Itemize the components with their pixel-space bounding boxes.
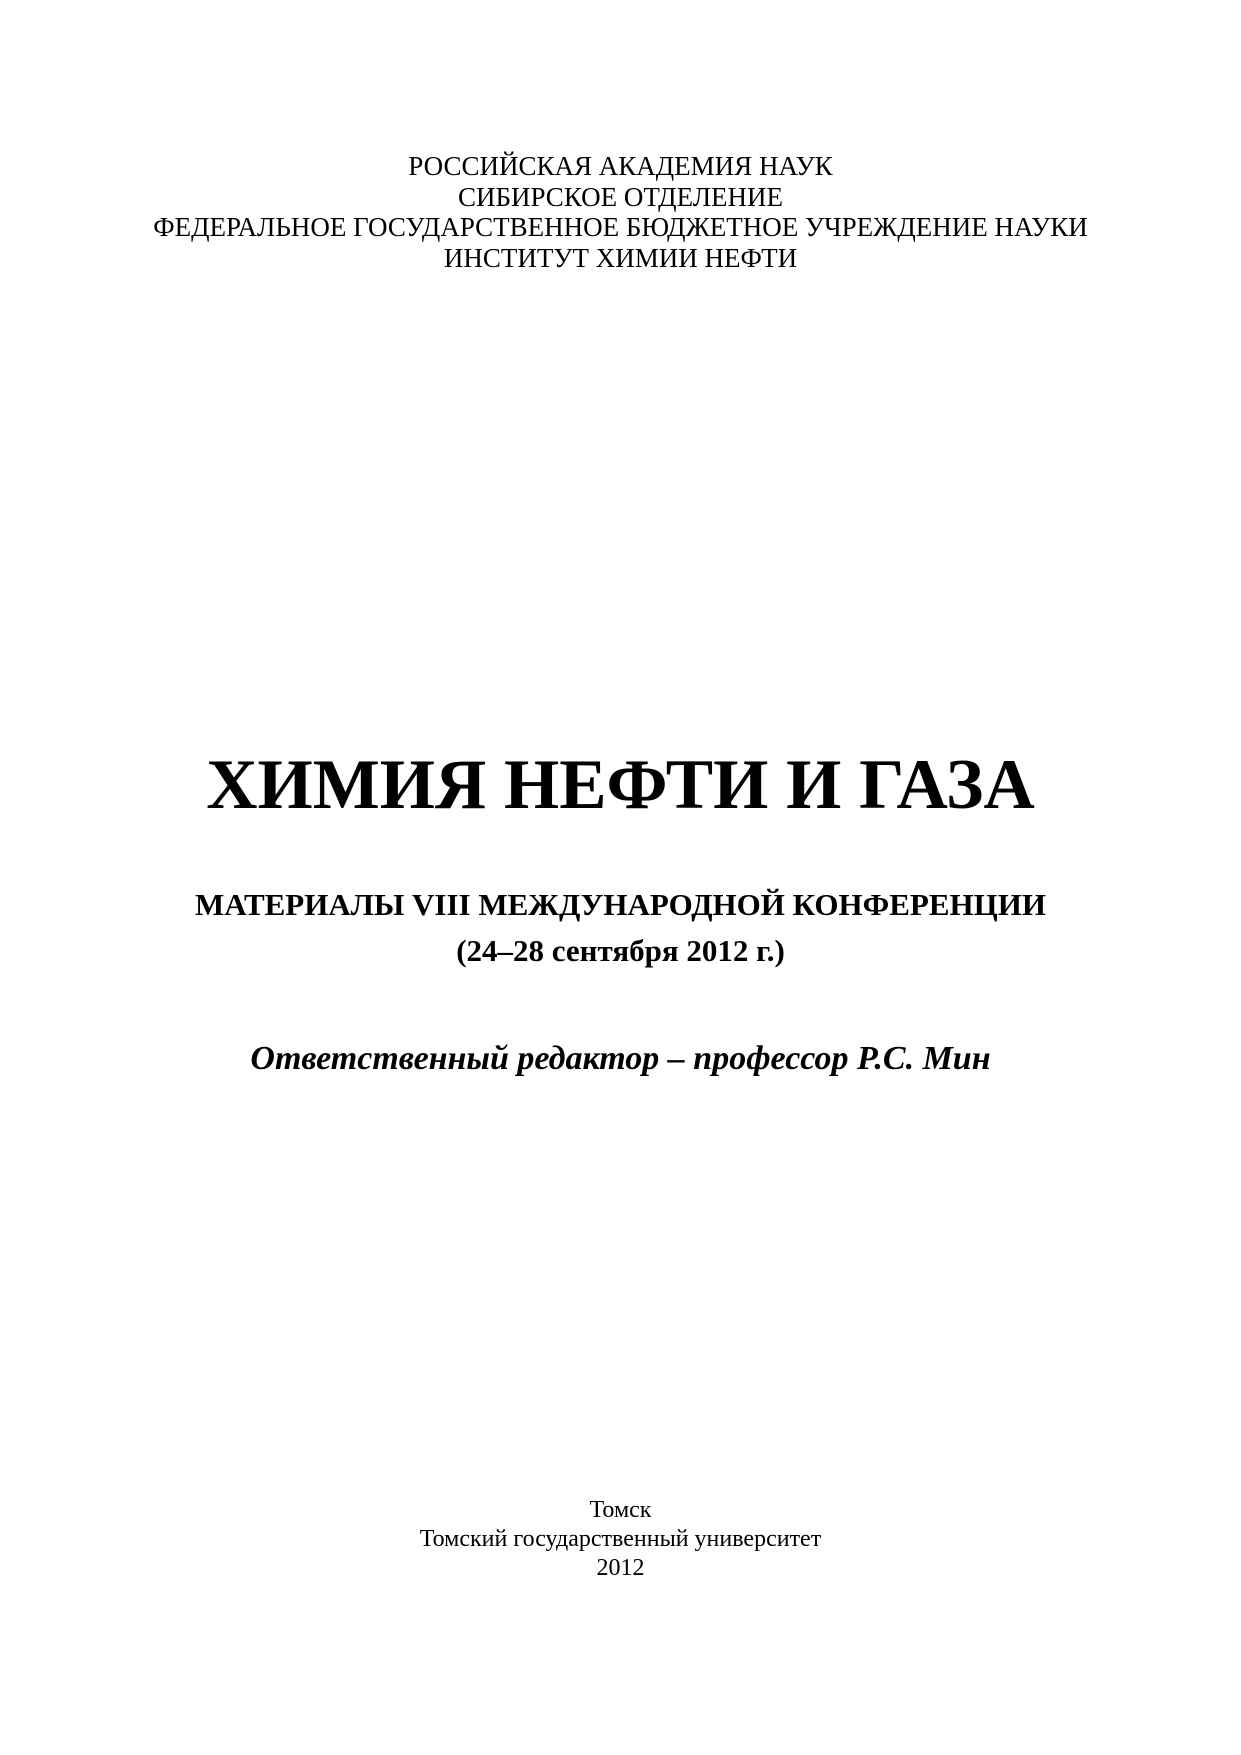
org-line-institute: ИНСТИТУТ ХИМИИ НЕФТИ	[443, 242, 798, 273]
imprint-year: 2012	[596, 1555, 645, 1581]
document-title: ХИМИЯ НЕФТИ И ГАЗА	[206, 746, 1035, 824]
responsible-editor: Ответственный редактор – профессор Р.С. Мин	[250, 1040, 991, 1077]
subtitle-conference: МАТЕРИАЛЫ VIII МЕЖДУНАРОДНОЙ КОНФЕРЕНЦИИ	[195, 887, 1046, 922]
org-line-branch: СИБИРСКОЕ ОТДЕЛЕНИЕ	[457, 181, 784, 212]
organization-header	[0, 151, 1241, 273]
subtitle-dates: (24–28 сентября 2012 г.)	[456, 933, 785, 968]
imprint-city: Томск	[589, 1497, 652, 1523]
imprint-publisher: Томский государственный университет	[419, 1526, 822, 1552]
org-line-institution-type: ФЕДЕРАЛЬНОЕ ГОСУДАРСТВЕННОЕ БЮДЖЕТНОЕ УЧРЕЖДЕНИЕ НАУКИ	[153, 212, 1088, 242]
imprint	[0, 1496, 1241, 1583]
document-subtitle	[0, 882, 1241, 974]
org-line-academy: РОССИЙСКАЯ АКАДЕМИЯ НАУК	[408, 151, 833, 181]
